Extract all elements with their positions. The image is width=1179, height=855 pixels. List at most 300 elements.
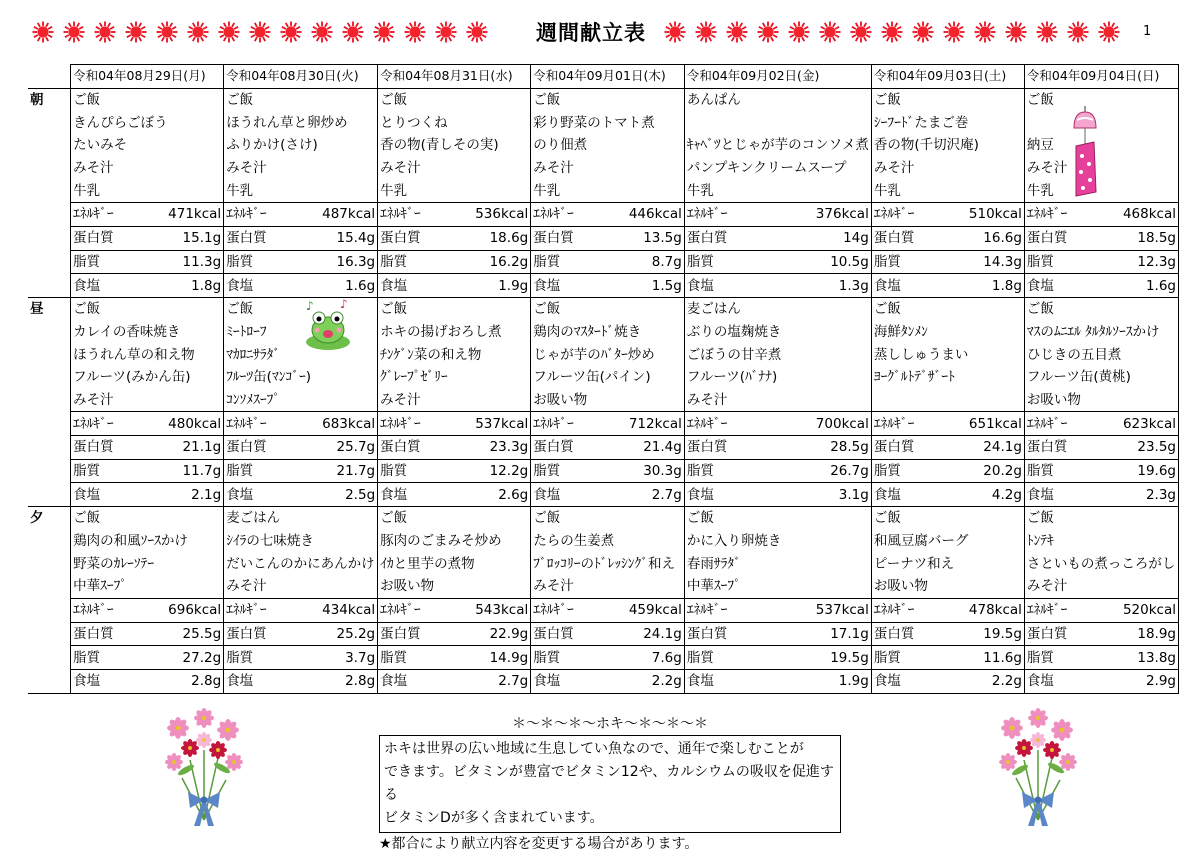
sun-icon bbox=[1036, 21, 1058, 43]
nutrient-label: 脂質 bbox=[1024, 646, 1102, 670]
nutrient-label: 食塩 bbox=[871, 483, 948, 507]
dish-cell: 牛乳 bbox=[871, 179, 1024, 202]
dish-cell: のり佃煮 bbox=[531, 134, 685, 157]
nutrient-label: 蛋白質 bbox=[71, 622, 148, 646]
nutrient-label: 食塩 bbox=[684, 669, 779, 693]
dish-cell: ｲｶと里芋の煮物 bbox=[378, 552, 531, 575]
nutrient-value: 26.7g bbox=[779, 459, 871, 483]
meal-spacer bbox=[28, 203, 71, 227]
meal-spacer bbox=[28, 179, 71, 202]
nutrient-value: 22.9g bbox=[455, 622, 531, 646]
sun-icon bbox=[63, 21, 85, 43]
nutrient-label: 蛋白質 bbox=[871, 226, 948, 250]
dish-cell: 納豆 bbox=[1024, 134, 1178, 157]
dish-cell: ｼｰﾌｰﾄﾞたまご巻 bbox=[871, 111, 1024, 134]
nutrient-label: ｴﾈﾙｷﾞｰ bbox=[684, 412, 779, 436]
nutrient-label: 食塩 bbox=[1024, 669, 1102, 693]
nutrient-value: 7.6g bbox=[608, 646, 684, 670]
dish-cell: みそ汁 bbox=[1024, 575, 1178, 598]
dish-cell: 香の物(千切沢庵) bbox=[871, 134, 1024, 157]
dish-cell: さといもの煮っころがし bbox=[1024, 552, 1178, 575]
nutrient-value: 1.6g bbox=[1102, 274, 1178, 298]
dish-cell: ﾏｶﾛﾆｻﾗﾀﾞ bbox=[224, 343, 378, 366]
nutrient-label: 脂質 bbox=[684, 459, 779, 483]
nutrient-value: 1.8g bbox=[148, 274, 224, 298]
sun-icon bbox=[726, 21, 748, 43]
nutrient-label: 食塩 bbox=[684, 274, 779, 298]
meal-spacer bbox=[28, 646, 71, 670]
dish-cell: きんぴらごぼう bbox=[71, 111, 224, 134]
meal-spacer bbox=[28, 622, 71, 646]
sun-icon bbox=[218, 21, 240, 43]
dish-cell: ご飯 bbox=[871, 88, 1024, 111]
dish-row bbox=[28, 111, 1179, 134]
sun-icon bbox=[156, 21, 178, 43]
nutrient-label: 蛋白質 bbox=[531, 226, 609, 250]
nutrient-label: ｴﾈﾙｷﾞｰ bbox=[684, 203, 779, 227]
nutrition-row bbox=[28, 203, 1179, 227]
dish-cell: お吸い物 bbox=[378, 575, 531, 598]
nutrition-row bbox=[28, 274, 1179, 298]
dish-cell: ご飯 bbox=[224, 297, 378, 320]
meal-spacer bbox=[28, 598, 71, 622]
dish-cell: ご飯 bbox=[684, 507, 871, 530]
nutrient-label: 脂質 bbox=[684, 250, 779, 274]
nutrient-label: ｴﾈﾙｷﾞｰ bbox=[531, 598, 609, 622]
nutrient-label: 脂質 bbox=[871, 250, 948, 274]
nutrient-label: 蛋白質 bbox=[684, 226, 779, 250]
dish-cell: ご飯 bbox=[871, 507, 1024, 530]
nutrient-label: ｴﾈﾙｷﾞｰ bbox=[531, 412, 609, 436]
day-header: 令和04年08月31日(水) bbox=[378, 65, 531, 89]
dish-cell: みそ汁 bbox=[1024, 157, 1178, 180]
nutrient-label: ｴﾈﾙｷﾞｰ bbox=[1024, 598, 1102, 622]
dish-cell: お吸い物 bbox=[531, 389, 685, 412]
meal-spacer bbox=[28, 483, 71, 507]
nutrient-label: 脂質 bbox=[224, 459, 302, 483]
dish-cell: 中華ｽｰﾌﾟ bbox=[684, 575, 871, 598]
dish-cell: ご飯 bbox=[71, 507, 224, 530]
meal-label: 昼 bbox=[28, 297, 71, 320]
nutrient-value: 16.6g bbox=[949, 226, 1025, 250]
dish-cell: ご飯 bbox=[871, 297, 1024, 320]
dish-row bbox=[28, 321, 1179, 344]
dish-cell: ご飯 bbox=[71, 88, 224, 111]
dish-cell: みそ汁 bbox=[871, 157, 1024, 180]
nutrition-row bbox=[28, 226, 1179, 250]
nutrient-value: 25.2g bbox=[302, 622, 378, 646]
nutrient-label: 食塩 bbox=[871, 274, 948, 298]
nutrient-label: 脂質 bbox=[378, 459, 455, 483]
dish-cell: みそ汁 bbox=[378, 389, 531, 412]
dish-cell: 彩り野菜のトマト煮 bbox=[531, 111, 685, 134]
nutrient-value: 16.3g bbox=[302, 250, 378, 274]
nutrient-label: ｴﾈﾙｷﾞｰ bbox=[531, 203, 609, 227]
sun-icon bbox=[280, 21, 302, 43]
meal-spacer bbox=[28, 459, 71, 483]
nutrient-value: 15.1g bbox=[148, 226, 224, 250]
meal-label: 朝 bbox=[28, 88, 71, 111]
meal-spacer bbox=[28, 412, 71, 436]
nutrient-label: ｴﾈﾙｷﾞｰ bbox=[378, 203, 455, 227]
dish-cell: ﾁﾝｹﾞﾝ菜の和え物 bbox=[378, 343, 531, 366]
meal-spacer bbox=[28, 366, 71, 389]
dish-cell: 牛乳 bbox=[71, 179, 224, 202]
dish-cell: ほうれん草と卵炒め bbox=[224, 111, 378, 134]
sun-icon bbox=[788, 21, 810, 43]
nutrient-value: 11.3g bbox=[148, 250, 224, 274]
dish-cell: ごぼうの甘辛煮 bbox=[684, 343, 871, 366]
note-box bbox=[379, 735, 841, 833]
sun-icon bbox=[249, 21, 271, 43]
dish-cell: 牛乳 bbox=[378, 179, 531, 202]
nutrient-label: 脂質 bbox=[684, 646, 779, 670]
dish-cell: ﾏｽのﾑﾆｴﾙ ﾀﾙﾀﾙｿｰｽかけ bbox=[1024, 321, 1178, 344]
dish-cell: 香の物(青しその実) bbox=[378, 134, 531, 157]
nutrient-value: 25.5g bbox=[148, 622, 224, 646]
dish-cell: ご飯 bbox=[1024, 297, 1178, 320]
dish-cell: ｷｬﾍﾞﾂとじゃが芋のコンソメ煮 bbox=[684, 134, 871, 157]
meal-spacer bbox=[28, 389, 71, 412]
day-header: 令和04年09月02日(金) bbox=[684, 65, 871, 89]
nutrient-value: 16.2g bbox=[455, 250, 531, 274]
sun-icon bbox=[1005, 21, 1027, 43]
dish-cell: 牛乳 bbox=[224, 179, 378, 202]
meal-spacer bbox=[28, 157, 71, 180]
flower-bouquet-icon bbox=[994, 700, 1082, 830]
nutrient-label: ｴﾈﾙｷﾞｰ bbox=[871, 598, 948, 622]
sun-icon bbox=[342, 21, 364, 43]
nutrient-value: 543kcal bbox=[455, 598, 531, 622]
sun-icon bbox=[311, 21, 333, 43]
nutrient-value: 25.7g bbox=[302, 436, 378, 460]
dish-row bbox=[28, 179, 1179, 202]
dish-cell: 鶏肉のﾏｽﾀｰﾄﾞ焼き bbox=[531, 321, 685, 344]
nutrient-value: 537kcal bbox=[779, 598, 871, 622]
nutrient-label: 食塩 bbox=[1024, 483, 1102, 507]
sun-icon bbox=[850, 21, 872, 43]
dish-cell: 鶏肉の和風ｿｰｽかけ bbox=[71, 530, 224, 553]
dish-cell: 中華ｽｰﾌﾟ bbox=[71, 575, 224, 598]
dish-cell: みそ汁 bbox=[224, 157, 378, 180]
nutrient-value: 12.3g bbox=[1102, 250, 1178, 274]
nutrient-label: 食塩 bbox=[531, 274, 609, 298]
nutrient-value: 471kcal bbox=[148, 203, 224, 227]
nutrient-value: 537kcal bbox=[455, 412, 531, 436]
nutrient-value: 21.7g bbox=[302, 459, 378, 483]
day-header: 令和04年08月30日(火) bbox=[224, 65, 378, 89]
nutrient-label: 脂質 bbox=[531, 459, 609, 483]
sun-icon bbox=[664, 21, 686, 43]
dish-cell: 春雨ｻﾗﾀﾞ bbox=[684, 552, 871, 575]
nutrient-value: 1.5g bbox=[608, 274, 684, 298]
nutrient-label: 蛋白質 bbox=[224, 226, 302, 250]
nutrient-label: 食塩 bbox=[71, 274, 148, 298]
nutrient-value: 468kcal bbox=[1102, 203, 1178, 227]
dish-cell: ピーナツ和え bbox=[871, 552, 1024, 575]
nutrient-value: 14g bbox=[779, 226, 871, 250]
nutrient-value: 18.6g bbox=[455, 226, 531, 250]
nutrient-label: 蛋白質 bbox=[378, 226, 455, 250]
nutrient-value: 23.5g bbox=[1102, 436, 1178, 460]
nutrient-label: 蛋白質 bbox=[1024, 622, 1102, 646]
nutrient-value: 712kcal bbox=[608, 412, 684, 436]
meal-spacer bbox=[28, 436, 71, 460]
weekly-menu-table bbox=[28, 64, 1179, 694]
sun-icon bbox=[404, 21, 426, 43]
sun-icon bbox=[912, 21, 934, 43]
nutrient-label: ｴﾈﾙｷﾞｰ bbox=[684, 598, 779, 622]
note-footer: ★都合により献立内容を変更する場合があります。 bbox=[379, 836, 699, 852]
nutrient-value: 19.6g bbox=[1102, 459, 1178, 483]
page-title: 週間献立表 bbox=[536, 21, 646, 45]
dish-cell: 海鮮ﾀﾝﾒﾝ bbox=[871, 321, 1024, 344]
nutrient-label: ｴﾈﾙｷﾞｰ bbox=[71, 203, 148, 227]
sun-icon bbox=[1067, 21, 1089, 43]
meal-spacer bbox=[28, 321, 71, 344]
nutrient-value: 2.6g bbox=[455, 483, 531, 507]
nutrient-value: 30.3g bbox=[608, 459, 684, 483]
meal-spacer bbox=[28, 552, 71, 575]
dish-cell: ご飯 bbox=[378, 297, 531, 320]
nutrient-value: 24.1g bbox=[949, 436, 1025, 460]
dish-cell: みそ汁 bbox=[224, 575, 378, 598]
nutrient-value: 17.1g bbox=[779, 622, 871, 646]
nutrition-row bbox=[28, 436, 1179, 460]
sun-icon bbox=[1098, 21, 1120, 43]
nutrient-label: 脂質 bbox=[224, 250, 302, 274]
dish-cell: とりつくね bbox=[378, 111, 531, 134]
nutrient-label: 蛋白質 bbox=[1024, 436, 1102, 460]
nutrient-value: 28.5g bbox=[779, 436, 871, 460]
sun-icon bbox=[187, 21, 209, 43]
nutrient-label: 脂質 bbox=[224, 646, 302, 670]
dish-row bbox=[28, 389, 1179, 412]
sun-icon bbox=[757, 21, 779, 43]
nutrient-value: 2.2g bbox=[949, 669, 1025, 693]
nutrient-label: 食塩 bbox=[224, 274, 302, 298]
flower-bouquet-icon bbox=[160, 700, 248, 830]
dish-cell: ご飯 bbox=[224, 88, 378, 111]
meal-label: 夕 bbox=[28, 507, 71, 530]
nutrient-value: 24.1g bbox=[608, 622, 684, 646]
dish-cell: カレイの香味焼き bbox=[71, 321, 224, 344]
dish-cell: フルーツ缶(黄桃) bbox=[1024, 366, 1178, 389]
dish-cell: 牛乳 bbox=[1024, 179, 1178, 202]
dish-cell: ほうれん草の和え物 bbox=[71, 343, 224, 366]
dish-cell: だいこんのかにあんかけ bbox=[224, 552, 378, 575]
nutrient-value: 2.7g bbox=[608, 483, 684, 507]
nutrient-value: 683kcal bbox=[302, 412, 378, 436]
nutrient-label: 食塩 bbox=[224, 669, 302, 693]
dish-cell: ｸﾞﾚｰﾌﾟｾﾞﾘｰ bbox=[378, 366, 531, 389]
page-header bbox=[0, 16, 1179, 48]
fish-info-note bbox=[379, 713, 841, 855]
sun-icon bbox=[943, 21, 965, 43]
nutrient-value: 23.3g bbox=[455, 436, 531, 460]
nutrient-value: 2.8g bbox=[302, 669, 378, 693]
dish-cell: かに入り卵焼き bbox=[684, 530, 871, 553]
dish-cell: フルーツ缶(パイン) bbox=[531, 366, 685, 389]
day-header: 令和04年08月29日(月) bbox=[71, 65, 224, 89]
dish-row bbox=[28, 507, 1179, 530]
nutrient-value: 8.7g bbox=[608, 250, 684, 274]
dish-cell: ぶりの塩麹焼き bbox=[684, 321, 871, 344]
dish-cell: みそ汁 bbox=[378, 157, 531, 180]
nutrient-value: 10.5g bbox=[779, 250, 871, 274]
nutrient-label: ｴﾈﾙｷﾞｰ bbox=[1024, 203, 1102, 227]
dish-cell: 蒸ししゅうまい bbox=[871, 343, 1024, 366]
dish-row bbox=[28, 88, 1179, 111]
nutrient-label: 脂質 bbox=[378, 250, 455, 274]
nutrient-value: 1.8g bbox=[949, 274, 1025, 298]
sun-icon bbox=[94, 21, 116, 43]
nutrition-row bbox=[28, 669, 1179, 693]
dish-cell: 牛乳 bbox=[684, 179, 871, 202]
nutrient-value: 13.8g bbox=[1102, 646, 1178, 670]
dish-cell bbox=[684, 111, 871, 134]
nutrient-label: ｴﾈﾙｷﾞｰ bbox=[871, 412, 948, 436]
nutrient-value: 18.9g bbox=[1102, 622, 1178, 646]
nutrient-label: 脂質 bbox=[71, 250, 148, 274]
dish-cell: ご飯 bbox=[531, 88, 685, 111]
nutrient-value: 2.7g bbox=[455, 669, 531, 693]
meal-spacer bbox=[28, 575, 71, 598]
nutrient-value: 1.3g bbox=[779, 274, 871, 298]
nutrient-value: 3.7g bbox=[302, 646, 378, 670]
nutrient-label: ｴﾈﾙｷﾞｰ bbox=[1024, 412, 1102, 436]
dish-cell: ご飯 bbox=[531, 297, 685, 320]
meal-spacer bbox=[28, 530, 71, 553]
nutrient-label: ｴﾈﾙｷﾞｰ bbox=[224, 412, 302, 436]
nutrient-label: 脂質 bbox=[71, 646, 148, 670]
day-header: 令和04年09月01日(木) bbox=[531, 65, 685, 89]
meal-spacer bbox=[28, 226, 71, 250]
nutrient-value: 487kcal bbox=[302, 203, 378, 227]
nutrient-label: 蛋白質 bbox=[1024, 226, 1102, 250]
dish-cell: お吸い物 bbox=[1024, 389, 1178, 412]
dish-cell: 豚肉のごまみそ炒め bbox=[378, 530, 531, 553]
dish-cell: ご飯 bbox=[531, 507, 685, 530]
nutrient-label: 食塩 bbox=[378, 669, 455, 693]
nutrient-label: 蛋白質 bbox=[531, 436, 609, 460]
nutrient-label: 脂質 bbox=[871, 646, 948, 670]
nutrient-value: 2.3g bbox=[1102, 483, 1178, 507]
dish-cell: ご飯 bbox=[71, 297, 224, 320]
dish-cell: たらの生姜煮 bbox=[531, 530, 685, 553]
svg-text:♪: ♪ bbox=[306, 299, 314, 313]
nutrient-label: 脂質 bbox=[71, 459, 148, 483]
sun-icon bbox=[819, 21, 841, 43]
nutrient-value: 520kcal bbox=[1102, 598, 1178, 622]
nutrient-label: 蛋白質 bbox=[378, 622, 455, 646]
nutrient-label: 蛋白質 bbox=[871, 436, 948, 460]
nutrient-value: 510kcal bbox=[949, 203, 1025, 227]
nutrient-value: 14.9g bbox=[455, 646, 531, 670]
nutrient-label: 蛋白質 bbox=[71, 436, 148, 460]
dish-cell: ご飯 bbox=[378, 507, 531, 530]
sun-icon bbox=[435, 21, 457, 43]
dish-cell: みそ汁 bbox=[684, 389, 871, 412]
dish-cell: ﾌﾞﾛｯｺﾘｰのﾄﾞﾚｯｼﾝｸﾞ和え bbox=[531, 552, 685, 575]
dish-row bbox=[28, 157, 1179, 180]
dish-row bbox=[28, 297, 1179, 320]
nutrient-value: 651kcal bbox=[949, 412, 1025, 436]
dish-cell: お吸い物 bbox=[871, 575, 1024, 598]
dish-row bbox=[28, 552, 1179, 575]
dish-cell: ひじきの五目煮 bbox=[1024, 343, 1178, 366]
sun-border-left bbox=[32, 16, 497, 48]
meal-spacer bbox=[28, 274, 71, 298]
nutrient-label: ｴﾈﾙｷﾞｰ bbox=[224, 203, 302, 227]
nutrient-value: 19.5g bbox=[949, 622, 1025, 646]
nutrient-value: 376kcal bbox=[779, 203, 871, 227]
nutrient-value: 14.3g bbox=[949, 250, 1025, 274]
nutrient-label: ｴﾈﾙｷﾞｰ bbox=[378, 412, 455, 436]
nutrient-value: 2.1g bbox=[148, 483, 224, 507]
meal-spacer bbox=[28, 111, 71, 134]
nutrition-row bbox=[28, 598, 1179, 622]
sun-border-right bbox=[664, 16, 1129, 48]
nutrient-value: 13.5g bbox=[608, 226, 684, 250]
nutrient-label: 蛋白質 bbox=[378, 436, 455, 460]
nutrient-label: 食塩 bbox=[1024, 274, 1102, 298]
nutrient-label: ｴﾈﾙｷﾞｰ bbox=[871, 203, 948, 227]
nutrition-row bbox=[28, 459, 1179, 483]
nutrient-value: 478kcal bbox=[949, 598, 1025, 622]
nutrient-label: ｴﾈﾙｷﾞｰ bbox=[224, 598, 302, 622]
note-line: ビタミンDが多く含まれています。 bbox=[384, 810, 604, 826]
dish-cell: フルーツ(みかん缶) bbox=[71, 366, 224, 389]
dish-cell: ﾌﾙｰﾂ缶(ﾏﾝｺﾞｰ) bbox=[224, 366, 378, 389]
nutrient-value: 11.7g bbox=[148, 459, 224, 483]
dish-row bbox=[28, 530, 1179, 553]
dish-row bbox=[28, 575, 1179, 598]
day-header-row bbox=[28, 65, 1179, 89]
dish-cell: 野菜のｶﾚｰｿﾃｰ bbox=[71, 552, 224, 575]
nutrient-value: 459kcal bbox=[608, 598, 684, 622]
nutrient-value: 446kcal bbox=[608, 203, 684, 227]
meal-spacer bbox=[28, 134, 71, 157]
sun-icon bbox=[881, 21, 903, 43]
nutrient-value: 3.1g bbox=[779, 483, 871, 507]
nutrient-value: 2.9g bbox=[1102, 669, 1178, 693]
nutrient-label: 脂質 bbox=[1024, 250, 1102, 274]
nutrient-label: 食塩 bbox=[224, 483, 302, 507]
nutrient-label: ｴﾈﾙｷﾞｰ bbox=[71, 598, 148, 622]
dish-cell bbox=[871, 389, 1024, 412]
dish-cell: あんぱん bbox=[684, 88, 871, 111]
nutrient-label: 食塩 bbox=[378, 483, 455, 507]
dish-row bbox=[28, 134, 1179, 157]
nutrient-value: 434kcal bbox=[302, 598, 378, 622]
sun-icon bbox=[125, 21, 147, 43]
nutrient-value: 480kcal bbox=[148, 412, 224, 436]
nutrient-label: 脂質 bbox=[531, 250, 609, 274]
dish-cell: フルーツ(ﾊﾞﾅﾅ) bbox=[684, 366, 871, 389]
nutrient-value: 536kcal bbox=[455, 203, 531, 227]
nutrient-value: 4.2g bbox=[949, 483, 1025, 507]
nutrient-value: 27.2g bbox=[148, 646, 224, 670]
nutrient-value: 623kcal bbox=[1102, 412, 1178, 436]
dish-cell: たいみそ bbox=[71, 134, 224, 157]
nutrition-row bbox=[28, 250, 1179, 274]
dish-cell: ﾄﾝﾃｷ bbox=[1024, 530, 1178, 553]
dish-cell: 麦ごはん bbox=[684, 297, 871, 320]
dish-cell: 和風豆腐バーグ bbox=[871, 530, 1024, 553]
dish-cell: ふりかけ(さけ) bbox=[224, 134, 378, 157]
meal-spacer bbox=[28, 669, 71, 693]
